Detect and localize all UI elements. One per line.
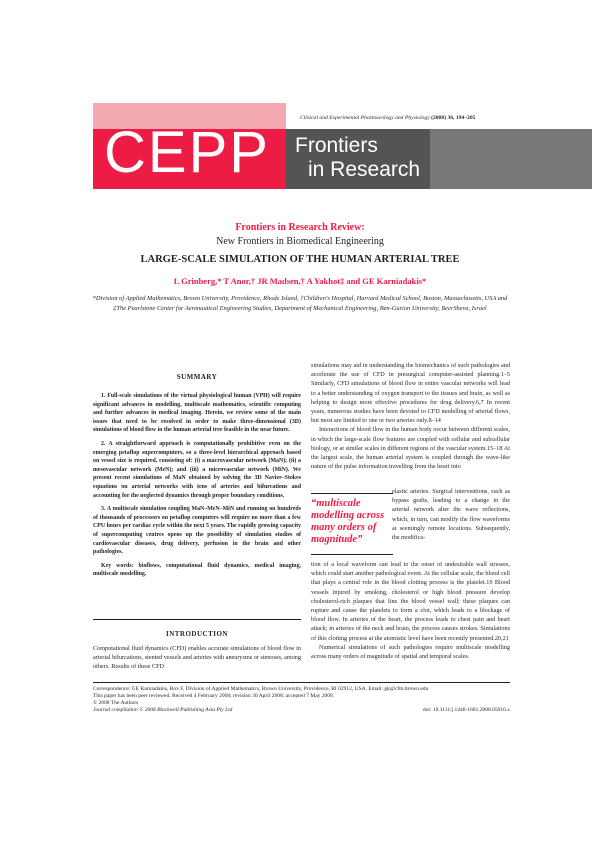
section-title xyxy=(295,134,420,182)
summary-body xyxy=(93,392,301,584)
journal-citation xyxy=(300,115,591,121)
copyright: © 2008 The Authors xyxy=(93,700,139,706)
right-column-bottom xyxy=(311,560,510,661)
pullquote-rule-bottom xyxy=(311,554,393,555)
review-note: This paper has been peer reviewed. Received 4 February 2008; revision 30 April 2008; accepted 7 May 2008. xyxy=(93,693,335,699)
summary-point-3: 3. A multiscale simulation coupling MaN–MeN–MiN and running on hundreds of thousands of processors on petaflop computers will require no more than a few CPU hours per cardiac cycle within the next 5 years. The rapidly growing capacity of supercomputing centres opens up the possibility of simulation studies of cardiovascular diseases, drug delivery, perfusion in the brain and other pathologies. xyxy=(93,506,301,556)
summary-heading: SUMMARY xyxy=(176,373,218,381)
body-paragraph-1: simulations may aid in understanding the biomechanics of such pathologies and accelerate the use of CFD in presurgical computer-assisted planning.1–5 Similarly, CFD simulations of blood flow in entire vascular networks will lead to a better understanding of oxygen transport to the tissues and brain, as well as helping to design more effective procedures for drug delivery.6,7 In recent years, numerous studies have been devoted to CFD modelling of arterial flows, but most are limited to one or two arteries only.8–14 xyxy=(311,362,510,425)
review-subtitle: New Frontiers in Biomedical Engineering xyxy=(216,236,384,247)
footer-bottom-line xyxy=(93,707,510,714)
body-paragraph-3: tion of a local waveform can lead to the onset of undesirable wall stresses, which could start another pathological event. At the cellular scale, the blood cell that plays a central role in the blood clotting process is the platelet.19 Blood vessels injured by smoking, cholesterol or high blood pressure develop cholesterol-rich plaques that line the blood vessel wall; these plaques can rupture and cause the platelets to form a clot, which leads to a blockage of blood flow. In arteries of the heart, the process leads to chest pain and heart attack; in arteries of the neck and brain, the process causes strokes. Simulations of this clotting process at the atomistic level have been recently presented.20,21 xyxy=(311,561,510,642)
pullquote-rule-top xyxy=(311,493,393,494)
doi: doi: 10.1111/j.1440-1681.2008.05010.x xyxy=(422,707,510,713)
author-list: L Grinberg,* T Anor,† JR Madsen,† A Yakhot‡ and GE Karniadakis* xyxy=(173,276,427,286)
keywords: Key words: bioflows, computational fluid dynamics, medical imaging, multiscale modelling. xyxy=(93,562,301,578)
correspondence: Correspondence: GE Karniadakis, Box F, Division of Applied Mathematics, Brown University, Providence, RI 02912, USA. Email: gk@cfm.brown.edu xyxy=(93,686,429,692)
right-column-top xyxy=(311,361,510,471)
body-paragraph-4: Numerical simulations of such pathologies require multiscale modelling across many orders of magnitude of spatial and temporal scales. xyxy=(311,643,510,661)
introduction-paragraph: Computational fluid dynamics (CFD) enables accurate simulations of blood flow in arterial bifurcations, stented vessels and arteries with aneurysms or stenoses, among others. Results of these CFD xyxy=(93,645,301,671)
journal-name: Clinical and Experimental Pharmacology and Physiology xyxy=(300,115,430,121)
section-title-line1: Frontiers xyxy=(295,134,378,157)
affiliations: *Division of Applied Mathematics, Brown University, Providence, Rhode Island, †Children's Hospital, Harvard Medical School, Boston, Massachusetts, USA and ‡The Pearlstone Center for Aeronautical Engineering Studies, Department of Mechanical Engineering, Ben-Gurion University, BeerSheva, Israel xyxy=(92,295,508,312)
article-title: LARGE-SCALE SIMULATION OF THE HUMAN ARTERIAL TREE xyxy=(140,254,460,265)
footer-divider xyxy=(93,682,510,683)
journal-compilation: Journal compilation © 2008 Blackwell Publishing Asia Pty Ltd xyxy=(93,707,233,713)
review-label: Frontiers in Research Review: xyxy=(235,222,365,233)
summary-divider xyxy=(93,619,301,620)
summary-point-1: 1. Full-scale simulations of the virtual physiological human (VPH) will require significant advances in modelling, multiscale mathematics, scientific computing and further advances in medical imaging. Herein, we review some of the main issues that need to be resolved in order to make three-dimensional (3D) simulations of blood flow in the human arterial tree feasible in the near future. xyxy=(93,393,301,434)
pull-quote: “multiscale modelling across many orders of magnitude” xyxy=(311,498,385,545)
journal-meta: (2008) 36, 194–205 xyxy=(431,115,476,121)
body-paragraph-2: Interactions of blood flow in the human body occur between different scales, in which the large-scale flow features are coupled with cellular and subcellular biology, or at similar scales in different regions of the vascular system.15–18 At the largest scale, the human arterial system is coupled through the wave-like nature of the pulse information travelling from the heart into xyxy=(311,426,510,471)
section-title-line2: in Research xyxy=(308,158,421,181)
summary-point-2: 2. A straightforward approach is computationally prohibitive even on the emerging petaflop supercomputers, so a three-level hierarchical approach based on vessel size is required, consisting of: (i) a macrovascular network (MaN); (ii) a mesovascular network (MeN); and (iii) a microvascular network (MiN). We present recent simulations of MaN obtained by solving the 3D Navier–Stokes equations on arterial networks with tens of arteries and bifurcations and accounting for the neglected dynamics through proper boundary conditions. xyxy=(93,440,301,499)
introduction-heading: INTRODUCTION xyxy=(165,630,228,638)
journal-logo: CEPP xyxy=(104,120,270,185)
body-wrap-text: elastic arteries. Surgical interventions, such as bypass grafts, leading to a change in the arterial network alter the wave reflections, which, in turn, can modify the flow waveforms at seemingly remote locations. Subsequently, the modifica- xyxy=(392,488,510,542)
